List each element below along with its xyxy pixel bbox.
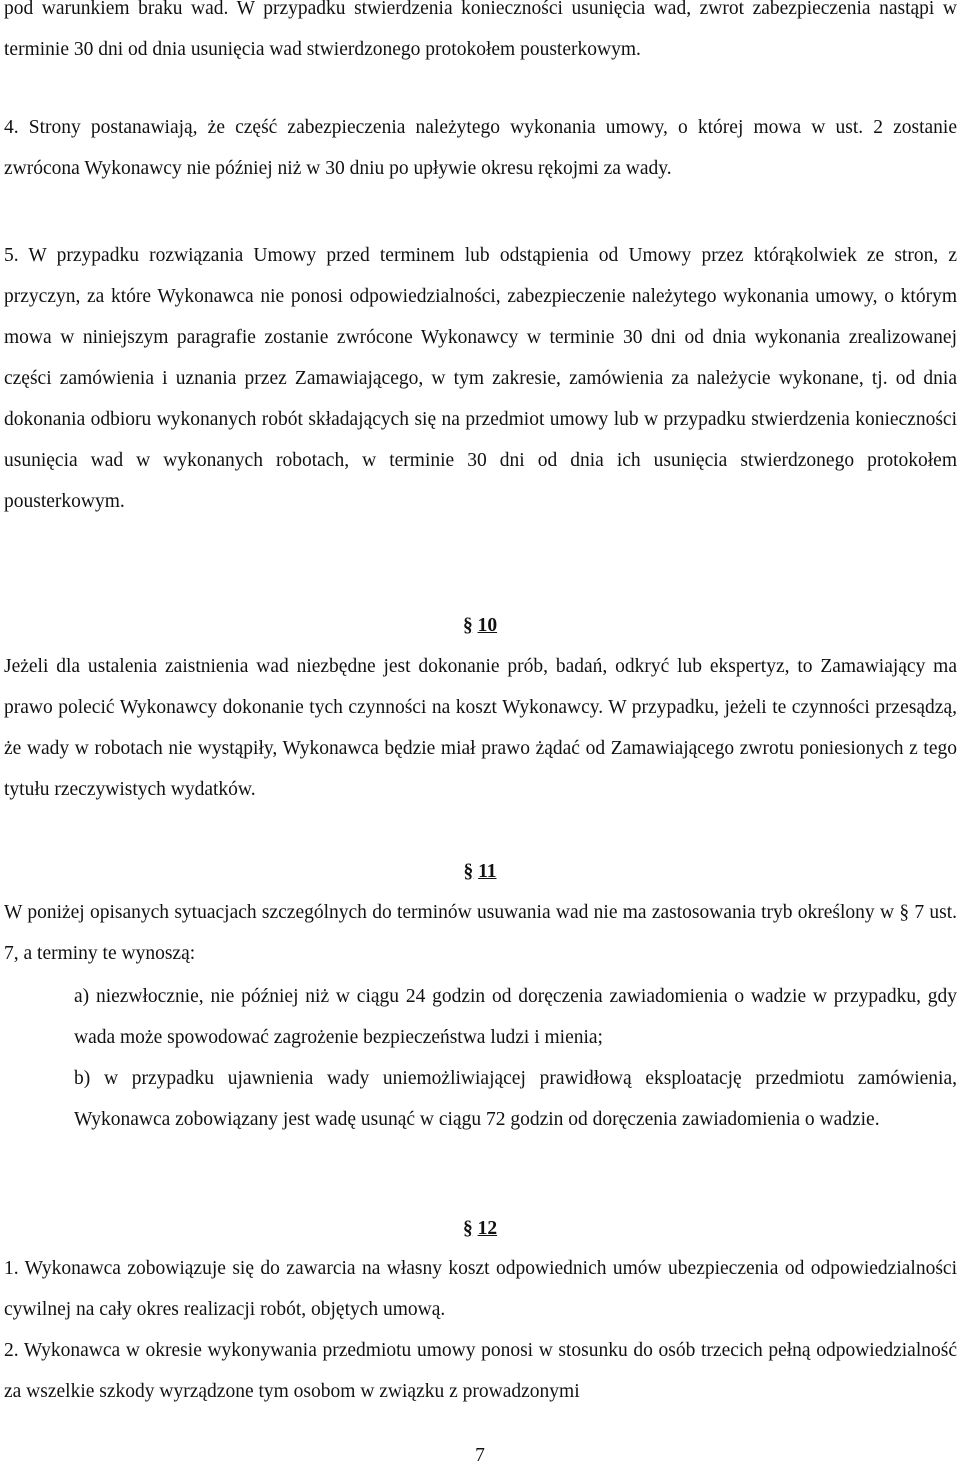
list-item-b: b) w przypadku ujawnienia wady uniemożliwiającej prawidłową eksploatację przedmiotu zamówienia, Wykonawca zobowiązany jest wadę usunąć w ciągu 72 godzin od doręczenia zawiadomienia o wadzie. <box>74 1068 957 1130</box>
section-number: 10 <box>477 615 498 636</box>
section-symbol: § <box>462 1218 473 1239</box>
paragraph-section-11-intro: W poniżej opisanych sytuacjach szczególnych do terminów usuwania wad nie ma zastosowania tryb określony w § 7 ust. 7, a terminy te wynoszą: <box>4 902 957 964</box>
section-heading-11 <box>0 857 960 887</box>
paragraph-section-12-point-2: 2. Wykonawca w okresie wykonywania przedmiotu umowy ponosi w stosunku do osób trzecich pełną odpowiedzialność za wszelkie szkody wyrządzone tym osobom w związku z prowadzonymi <box>4 1340 957 1402</box>
paragraph-point-4: 4. Strony postanawiają, że część zabezpieczenia należytego wykonania umowy, o której mowa w ust. 2 zostanie zwrócona Wykonawcy nie później niż w 30 dniu po upływie okresu rękojmi za wady. <box>4 117 957 179</box>
section-number: 12 <box>477 1218 498 1239</box>
section-heading-12 <box>0 1214 960 1244</box>
section-symbol: § <box>463 861 474 882</box>
paragraph-continued: pod warunkiem braku wad. W przypadku stwierdzenia konieczności usunięcia wad, zwrot zabezpieczenia nastąpi w terminie 30 dni od dnia usunięcia wad stwierdzonego protokołem pousterkowym. <box>4 0 957 60</box>
section-heading-10 <box>0 611 960 641</box>
list-item-a: a) niezwłocznie, nie później niż w ciągu 24 godzin od doręczenia zawiadomienia o wadzie w przypadku, gdy wada może spowodować zagrożenie bezpieczeństwa ludzi i mienia; <box>74 986 957 1048</box>
section-number: 11 <box>478 861 497 882</box>
page-number: 7 <box>475 1445 485 1466</box>
paragraph-section-10: Jeżeli dla ustalenia zaistnienia wad niezbędne jest dokonanie prób, badań, odkryć lub ekspertyz, to Zamawiający ma prawo polecić Wykonawcy dokonanie tych czynności na koszt Wykonawcy. W przypadku, jeżeli te czynności przesądzą, że wady w robotach nie wystąpiły, Wykonawca będzie miał prawo żądać od Zamawiającego zwrotu poniesionych z tego tytułu rzeczywistych wydatków. <box>4 656 957 800</box>
paragraph-point-5: 5. W przypadku rozwiązania Umowy przed terminem lub odstąpienia od Umowy przez którąkolwiek ze stron, z przyczyn, za które Wykonawca nie ponosi odpowiedzialności, zabezpieczenie należytego wykonania umowy, o którym mowa w niniejszym paragrafie zostanie zwrócone Wykonawcy w terminie 30 dni od dnia wykonania zrealizowanej części zamówienia i uznania przez Zamawiającego, w tym zakresie, zamówienia za należycie wykonane, tj. od dnia dokonania odbioru wykonanych robót składających się na przedmiot umowy lub w przypadku stwierdzenia konieczności usunięcia wad w wykonanych robotach, w terminie 30 dni od dnia ich usunięcia stwierdzonego protokołem pousterkowym. <box>4 245 957 512</box>
section-symbol: § <box>462 615 473 636</box>
paragraph-section-12-point-1: 1. Wykonawca zobowiązuje się do zawarcia na własny koszt odpowiednich umów ubezpieczenia od odpowiedzialności cywilnej na cały okres realizacji robót, objętych umową. <box>4 1258 957 1320</box>
